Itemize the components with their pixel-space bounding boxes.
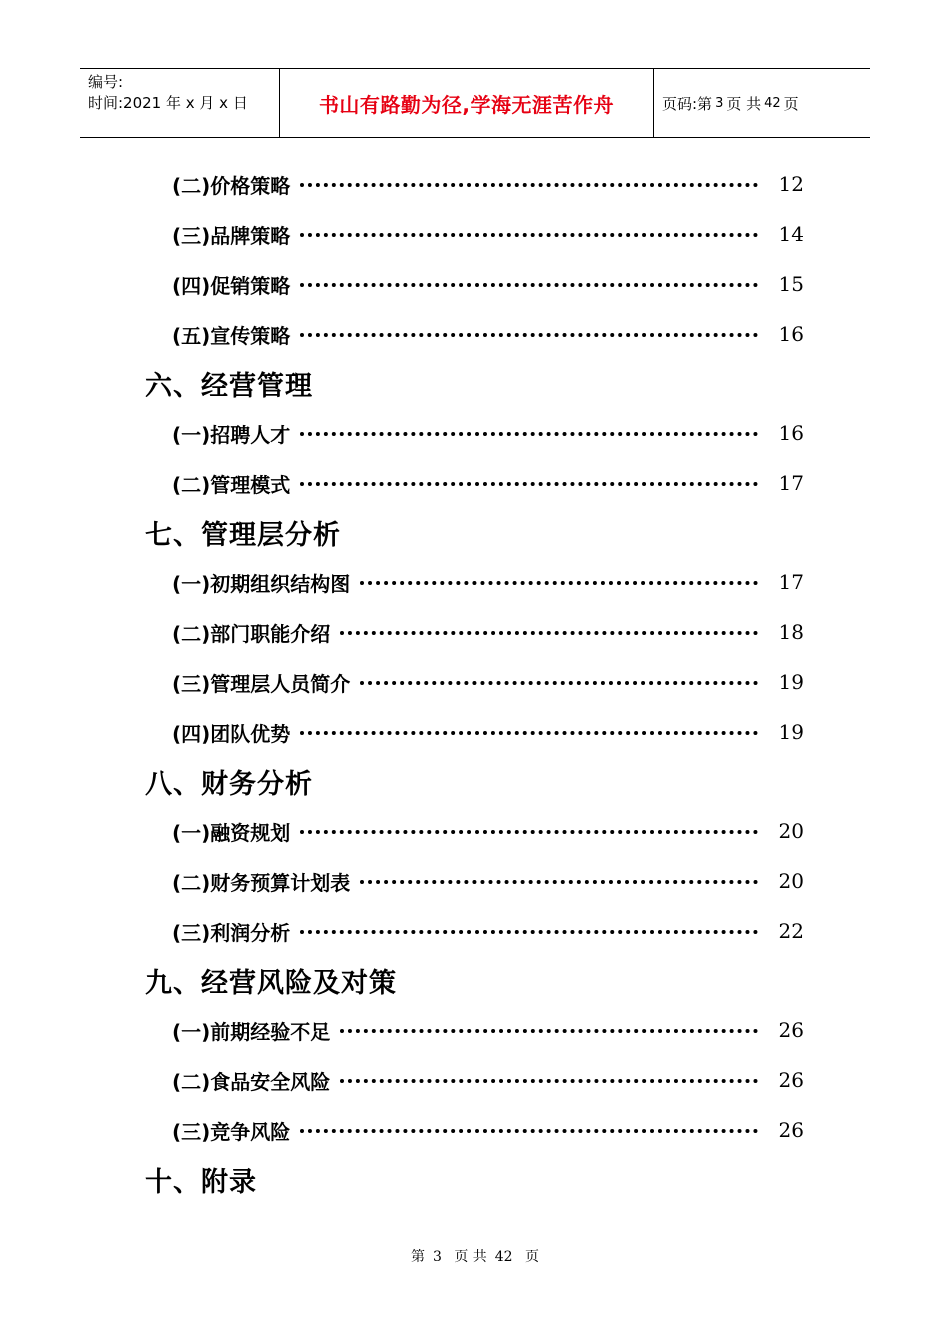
toc-entry-page-number: 17: [778, 570, 804, 594]
header-page-current: 3: [715, 95, 724, 111]
footer-suffix: 页: [525, 1249, 540, 1265]
header-motto: 书山有路勤为径,学海无涯苦作舟: [318, 92, 615, 117]
toc-entry-page-number: 20: [778, 819, 804, 843]
toc-entry[interactable]: [172, 717, 804, 747]
toc-entry-label: (三)管理层人员简介: [172, 671, 351, 696]
toc-leader-dots: [340, 1079, 758, 1083]
toc-entry[interactable]: [172, 319, 804, 349]
header-page-info: [654, 69, 870, 137]
toc-leader-dots: [300, 432, 758, 436]
toc-chapter-heading: 九、经营风险及对策: [145, 968, 397, 999]
toc-entry-label: (四)团队优势: [172, 721, 291, 746]
toc-entry-label: (二)食品安全风险: [172, 1069, 331, 1094]
toc-entry[interactable]: [172, 468, 804, 498]
toc-leader-dots: [340, 1029, 758, 1033]
toc-entry-page-number: 22: [778, 919, 804, 943]
toc-entry-page-number: 18: [778, 620, 804, 644]
toc-leader-dots: [300, 1129, 758, 1133]
toc-entry-label: (三)利润分析: [172, 920, 291, 945]
toc-leader-dots: [300, 731, 758, 735]
toc-leader-dots: [300, 283, 758, 287]
toc-chapter-heading: 六、经营管理: [145, 371, 313, 402]
document-date-label: 时间:2021 年 x 月 x 日: [88, 94, 248, 112]
toc-entry-label: (一)招聘人才: [172, 422, 291, 447]
toc-entry-page-number: 14: [778, 222, 804, 246]
toc-entry[interactable]: [172, 667, 804, 697]
toc-entry-label: (三)品牌策略: [172, 223, 291, 248]
toc-entry[interactable]: [172, 219, 804, 249]
toc-entry-label: (三)竞争风险: [172, 1119, 291, 1144]
toc-entry-label: (一)初期组织结构图: [172, 571, 351, 596]
footer-total: 42: [494, 1249, 513, 1265]
toc-entry[interactable]: [172, 418, 804, 448]
toc-leader-dots: [360, 581, 758, 585]
toc-entry-page-number: 19: [778, 670, 804, 694]
footer-mid: 页 共: [454, 1249, 487, 1265]
header-motto-cell: [280, 69, 654, 137]
toc-leader-dots: [300, 233, 758, 237]
toc-entry-page-number: 26: [778, 1018, 804, 1042]
toc-chapter-heading: 八、财务分析: [145, 769, 313, 800]
toc-entry-page-number: 16: [778, 421, 804, 445]
toc-leader-dots: [300, 183, 758, 187]
header-page-total: 42: [764, 95, 781, 111]
toc-entry[interactable]: [172, 866, 804, 896]
toc-entry-label: (二)财务预算计划表: [172, 870, 351, 895]
toc-entry[interactable]: [172, 269, 804, 299]
toc-entry-page-number: 12: [778, 172, 804, 196]
toc-entry[interactable]: [172, 1065, 804, 1095]
toc-entry[interactable]: [172, 169, 804, 199]
toc-entry-page-number: 20: [778, 869, 804, 893]
toc-entry-label: (二)价格策略: [172, 173, 291, 198]
footer-prefix: 第: [410, 1249, 425, 1265]
toc-leader-dots: [340, 631, 758, 635]
toc-entry-label: (一)融资规划: [172, 820, 291, 845]
toc-leader-dots: [360, 880, 758, 884]
toc-leader-dots: [360, 681, 758, 685]
header-page-mid: 页 共: [726, 94, 762, 113]
toc-entry[interactable]: [172, 567, 804, 597]
toc-entry-page-number: 15: [778, 272, 804, 296]
toc-leader-dots: [300, 930, 758, 934]
toc-leader-dots: [300, 830, 758, 834]
toc-entry-page-number: 19: [778, 720, 804, 744]
toc-entry[interactable]: [172, 1115, 804, 1145]
toc-entry-label: (二)部门职能介绍: [172, 621, 331, 646]
toc-entry-page-number: 17: [778, 471, 804, 495]
toc-chapter-heading: 七、管理层分析: [145, 520, 341, 551]
toc-leader-dots: [300, 333, 758, 337]
toc-entry-page-number: 26: [778, 1118, 804, 1142]
footer-current: 3: [432, 1249, 442, 1265]
toc-entry-label: (四)促销策略: [172, 273, 291, 298]
document-number-label: 编号:: [88, 73, 124, 91]
header-page-suffix: 页: [783, 94, 799, 113]
toc-entry[interactable]: [172, 617, 804, 647]
header-page-prefix: 页码:第: [662, 94, 713, 113]
header-meta: [80, 69, 280, 137]
toc-entry[interactable]: [172, 816, 804, 846]
toc-entry[interactable]: [172, 1015, 804, 1045]
toc-entry-label: (一)前期经验不足: [172, 1019, 331, 1044]
toc-entry-page-number: 26: [778, 1068, 804, 1092]
toc-chapter-heading: 十、附录: [145, 1167, 257, 1198]
toc-leader-dots: [300, 482, 758, 486]
toc-entry-page-number: 16: [778, 322, 804, 346]
toc-entry[interactable]: [172, 916, 804, 946]
toc-entry-label: (五)宣传策略: [172, 323, 291, 348]
toc-entry-label: (二)管理模式: [172, 472, 291, 497]
page-footer: [0, 1246, 950, 1266]
page-header: [80, 68, 870, 138]
